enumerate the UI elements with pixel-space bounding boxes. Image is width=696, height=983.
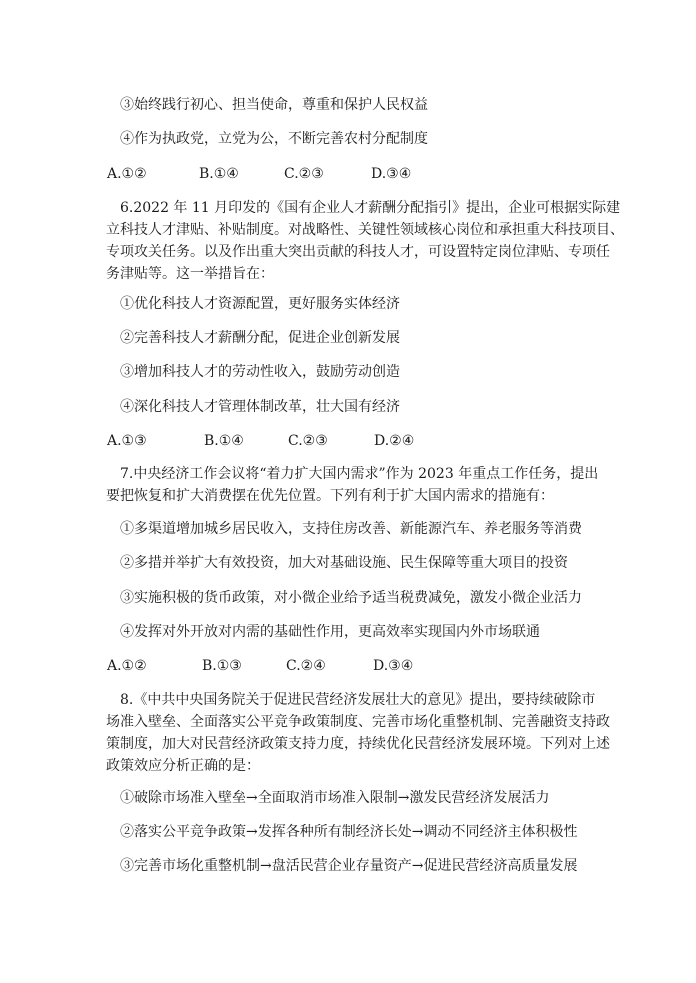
q6-choice-b: B.①④ — [204, 433, 244, 449]
q7-stem-line-2: 要把恢复和扩大消费摆在优先位置。下列有利于扩大国内需求的措施有： — [106, 488, 554, 504]
q8-option-3: ③完善市场化重整机制→盘活民营企业存量资产→促进民营经济高质量发展 — [120, 858, 578, 874]
q6-stem-line-3: 专项攻关任务。以及作出重大突出贡献的科技人才，可设置特定岗位津贴、专项任 — [106, 244, 610, 260]
q6-stem-line-1: 6.2022 年 11 月印发的《国有企业人才薪酬分配指引》提出，企业可根据实际建 — [120, 200, 621, 216]
q7-choices — [107, 656, 696, 676]
q6-choice-a: A.①③ — [107, 433, 147, 449]
q8-stem-line-1: 8.《中共中央国务院关于促进民营经济发展壮大的意见》提出，要持续破除市 — [120, 692, 596, 708]
q7-option-4: ④发挥对外开放对内需的基础性作用，更高效率实现国内外市场联通 — [120, 624, 540, 640]
q6-choices — [107, 431, 696, 451]
q8-option-2: ②落实公平竞争政策→发挥各种所有制经济长处→调动不同经济主体积极性 — [120, 824, 578, 840]
q8-stem-line-2: 场准入壁垒、全面落实公平竞争政策制度、完善市场化重整机制、完善融资支持政 — [106, 714, 610, 730]
q6-option-2: ②完善科技人才薪酬分配，促进企业创新发展 — [120, 330, 400, 346]
q6-option-4: ④深化科技人才管理体制改革，壮大国有经济 — [120, 399, 400, 415]
q8-stem-line-4: 政策效应分析正确的是： — [106, 758, 260, 774]
q7-stem-line-1: 7.中央经济工作会议将“着力扩大国内需求”作为 2023 年重点工作任务，提出 — [120, 466, 599, 482]
q6-choice-c: C.②③ — [288, 433, 328, 449]
q7-option-2: ②多措并举扩大有效投资，加大对基础设施、民生保障等重大项目的投资 — [120, 555, 568, 571]
q5-choice-b: B.①④ — [199, 166, 239, 182]
q7-choice-d: D.③④ — [373, 658, 414, 674]
q5-choice-c: C.②③ — [284, 166, 324, 182]
q6-option-1: ①优化科技人才资源配置，更好服务实体经济 — [120, 296, 400, 312]
q5-option-3: ③始终践行初心、担当使命，尊重和保护人民权益 — [120, 97, 428, 113]
q5-option-4: ④作为执政党，立党为公，不断完善农村分配制度 — [120, 131, 428, 147]
q5-choices — [107, 164, 696, 184]
q6-option-3: ③增加科技人才的劳动性收入，鼓励劳动创造 — [120, 364, 400, 380]
q6-stem-line-4: 务津贴等。这一举措旨在： — [106, 266, 274, 282]
q6-stem-line-2: 立科技人才津贴、补贴制度。对战略性、关键性领域核心岗位和承担重大科技项目、 — [106, 222, 624, 238]
q6-choice-d: D.②④ — [374, 433, 415, 449]
q7-option-3: ③实施积极的货币政策，对小微企业给予适当税费减免，激发小微企业活力 — [120, 590, 582, 606]
q8-option-1: ①破除市场准入壁垒→全面取消市场准入限制→激发民营经济发展活力 — [120, 790, 550, 806]
q7-choice-a: A.①② — [107, 658, 147, 674]
q7-choice-c: C.②④ — [286, 658, 326, 674]
q7-choice-b: B.①③ — [202, 658, 242, 674]
q8-stem-line-3: 策制度，加大对民营经济政策支持力度，持续优化民营经济发展环境。下列对上述 — [106, 736, 610, 752]
q5-choice-a: A.①② — [107, 166, 147, 182]
q5-choice-d: D.③④ — [371, 166, 412, 182]
q7-option-1: ①多渠道增加城乡居民收入，支持住房改善、新能源汽车、养老服务等消费 — [120, 521, 582, 537]
